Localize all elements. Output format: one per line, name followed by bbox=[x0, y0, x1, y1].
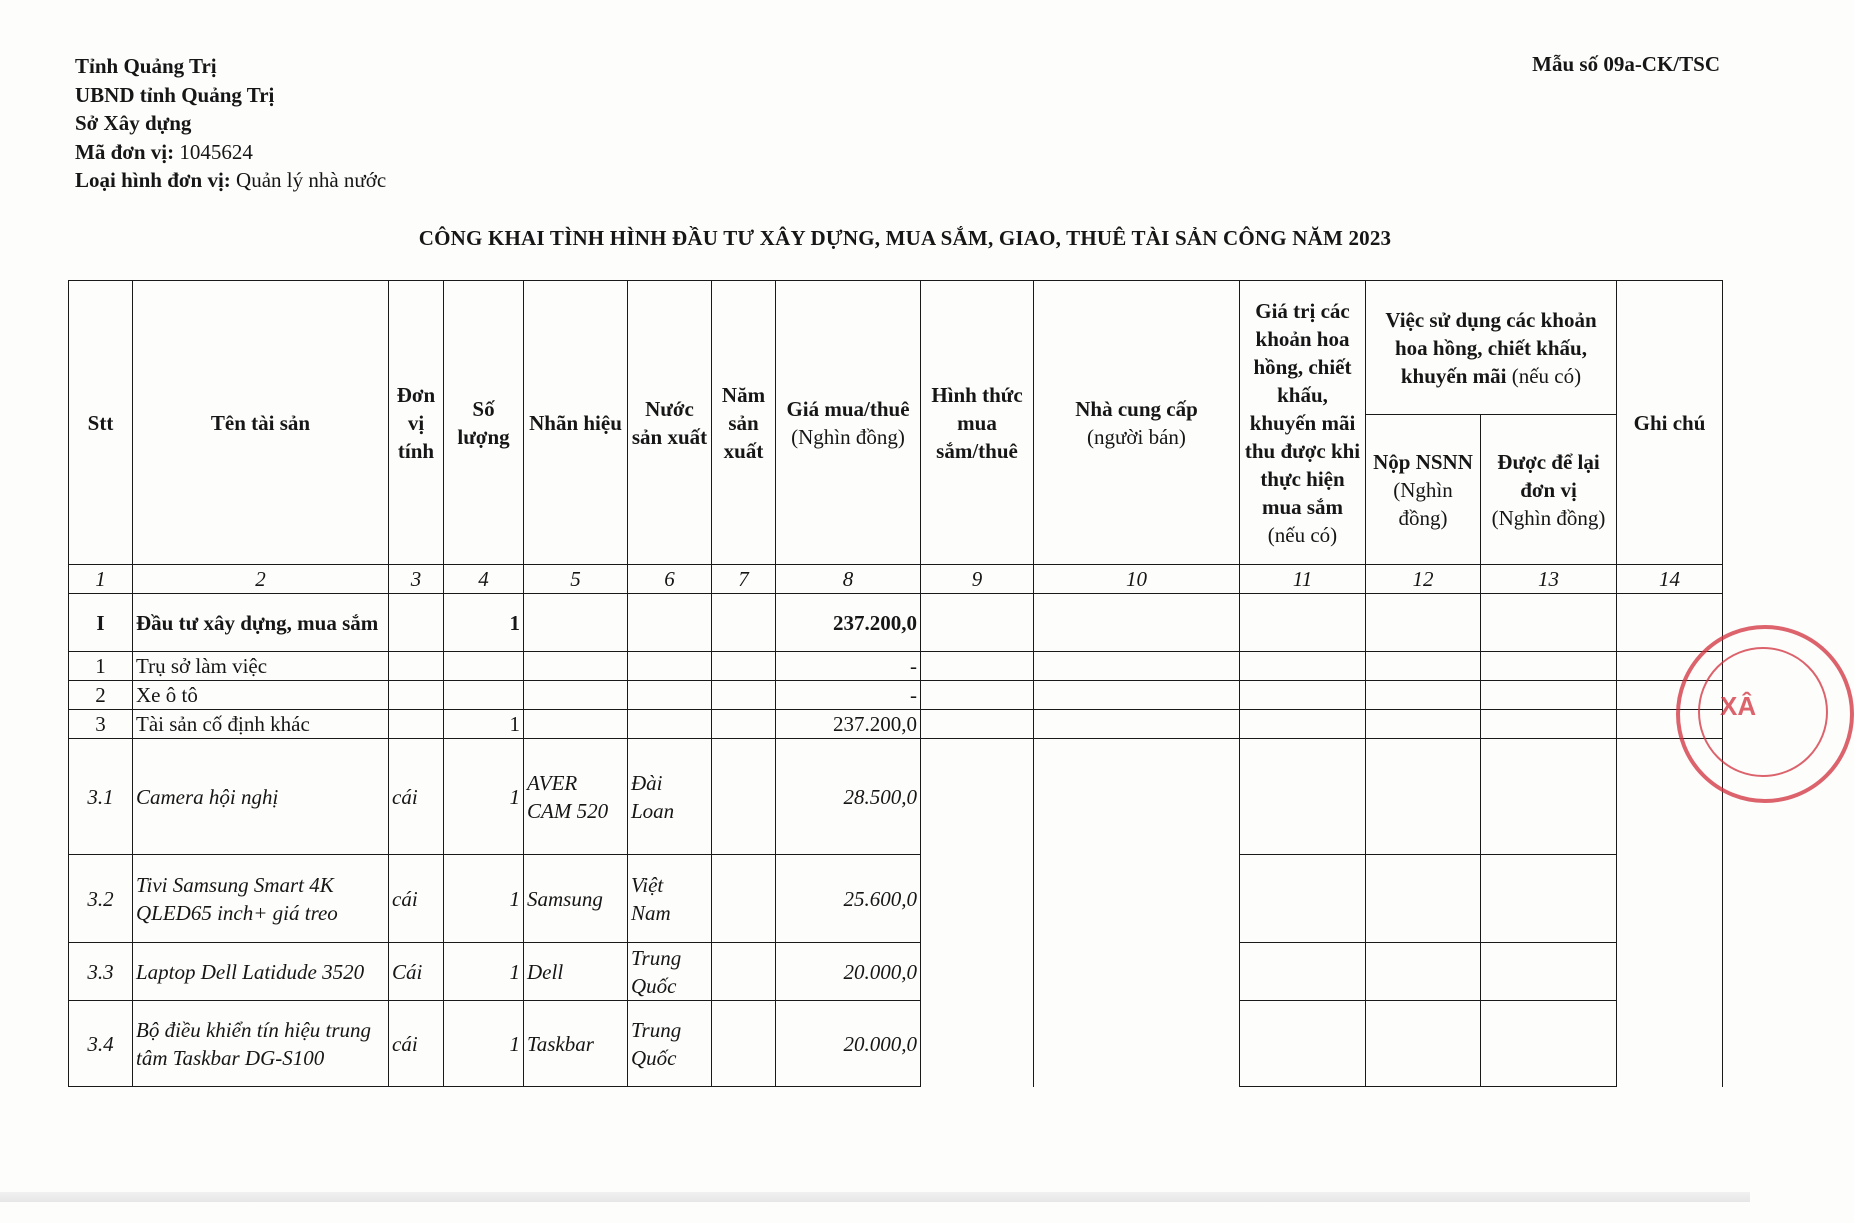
col-number: 4 bbox=[444, 565, 524, 594]
unit-code-value: 1045624 bbox=[174, 139, 253, 164]
col-header-year: Năm sản xuất bbox=[712, 281, 776, 565]
col-number: 5 bbox=[524, 565, 628, 594]
table-row bbox=[69, 855, 1723, 943]
province-name: Tỉnh Quảng Trị bbox=[75, 54, 217, 78]
col-header-name: Tên tài sản bbox=[133, 281, 389, 565]
row-year bbox=[712, 1001, 776, 1087]
col-header-brand: Nhãn hiệu bbox=[524, 281, 628, 565]
row-stt: 3.2 bbox=[69, 855, 133, 943]
col-header-usage bbox=[1366, 281, 1617, 415]
col-number: 14 bbox=[1617, 565, 1723, 594]
row-name: Trụ sở làm việc bbox=[133, 652, 389, 681]
table-row bbox=[69, 943, 1723, 1001]
column-number-row bbox=[69, 565, 1723, 594]
row-qty: 1 bbox=[444, 943, 524, 1001]
unit-code-line bbox=[75, 138, 386, 167]
commission-label: Giá trị các khoản hoa hồng, chiết khấu, khuyến mãi thu được khi thực hiện mua sắm bbox=[1244, 298, 1361, 519]
row-brand: Samsung bbox=[524, 855, 628, 943]
usage-label: Việc sử dụng các khoản hoa hồng, chiết khấu, khuyến mãi bbox=[1385, 307, 1597, 388]
row-country bbox=[628, 594, 712, 652]
price-unit: (Nghìn đồng) bbox=[791, 424, 905, 449]
department-name: Sở Xây dựng bbox=[75, 111, 192, 135]
row-year bbox=[712, 855, 776, 943]
row-year bbox=[712, 943, 776, 1001]
col-header-retained bbox=[1481, 415, 1617, 565]
row-brand bbox=[524, 594, 628, 652]
row-brand bbox=[524, 681, 628, 710]
row-unit: cái bbox=[389, 739, 444, 855]
col-number: 10 bbox=[1034, 565, 1240, 594]
row-qty bbox=[444, 652, 524, 681]
retained-label: Được để lại đơn vị bbox=[1497, 449, 1600, 502]
row-year bbox=[712, 594, 776, 652]
row-name: Tivi Samsung Smart 4K QLED65 inch+ giá treo bbox=[133, 855, 389, 943]
col-number: 12 bbox=[1366, 565, 1481, 594]
row-brand: AVER CAM 520 bbox=[524, 739, 628, 855]
col-number: 9 bbox=[921, 565, 1034, 594]
row-country: Đài Loan bbox=[628, 739, 712, 855]
table-row bbox=[69, 681, 1723, 710]
row-stt: 2 bbox=[69, 681, 133, 710]
row-name: Camera hội nghị bbox=[133, 739, 389, 855]
row-country bbox=[628, 652, 712, 681]
row-price: - bbox=[776, 681, 921, 710]
row-name: Laptop Dell Latidude 3520 bbox=[133, 943, 389, 1001]
unit-type-value: Quản lý nhà nước bbox=[230, 168, 387, 192]
col-header-method: Hình thức mua sắm/thuê bbox=[921, 281, 1034, 565]
price-label: Giá mua/thuê bbox=[786, 396, 910, 421]
row-stt: 3.4 bbox=[69, 1001, 133, 1087]
row-brand bbox=[524, 652, 628, 681]
row-year bbox=[712, 710, 776, 739]
row-stt: 3.1 bbox=[69, 739, 133, 855]
row-price: 20.000,0 bbox=[776, 1001, 921, 1087]
nsnn-label: Nộp NSNN bbox=[1373, 449, 1473, 474]
retained-unit: (Nghìn đồng) bbox=[1491, 505, 1606, 530]
col-number: 7 bbox=[712, 565, 776, 594]
row-qty: 1 bbox=[444, 739, 524, 855]
row-price: - bbox=[776, 652, 921, 681]
row-stt: 3.3 bbox=[69, 943, 133, 1001]
seal-text: XÂ bbox=[1720, 691, 1757, 721]
row-country: Trung Quốc bbox=[628, 1001, 712, 1087]
row-year bbox=[712, 681, 776, 710]
row-year bbox=[712, 652, 776, 681]
nsnn-unit: (Nghìn đồng) bbox=[1393, 477, 1453, 530]
row-qty: 1 bbox=[444, 710, 524, 739]
unit-code-label: Mã đơn vị: bbox=[75, 139, 175, 164]
row-stt: 1 bbox=[69, 652, 133, 681]
row-unit bbox=[389, 710, 444, 739]
row-name: Xe ô tô bbox=[133, 681, 389, 710]
col-number: 6 bbox=[628, 565, 712, 594]
col-header-price bbox=[776, 281, 921, 565]
col-number: 3 bbox=[389, 565, 444, 594]
row-brand: Taskbar bbox=[524, 1001, 628, 1087]
usage-note: (nếu có) bbox=[1511, 363, 1582, 388]
row-country: Việt Nam bbox=[628, 855, 712, 943]
col-header-nsnn bbox=[1366, 415, 1481, 565]
col-header-note: Ghi chú bbox=[1617, 281, 1723, 565]
row-qty: 1 bbox=[444, 594, 524, 652]
supplier-label: Nhà cung cấp bbox=[1075, 396, 1198, 421]
supplier-note: (người bán) bbox=[1087, 424, 1186, 449]
col-header-qty: Số lượng bbox=[444, 281, 524, 565]
committee-name: UBND tỉnh Quảng Trị bbox=[75, 82, 275, 107]
row-unit bbox=[389, 652, 444, 681]
row-price: 237.200,0 bbox=[776, 710, 921, 739]
asset-table bbox=[68, 280, 1723, 1087]
row-name: Đầu tư xây dựng, mua sắm bbox=[133, 594, 389, 652]
row-name: Tài sản cố định khác bbox=[133, 710, 389, 739]
col-header-stt: Stt bbox=[69, 281, 133, 565]
row-unit bbox=[389, 594, 444, 652]
col-number: 8 bbox=[776, 565, 921, 594]
row-unit bbox=[389, 681, 444, 710]
row-price: 25.600,0 bbox=[776, 855, 921, 943]
row-country bbox=[628, 681, 712, 710]
col-header-supplier bbox=[1034, 281, 1240, 565]
row-stt: I bbox=[69, 594, 133, 652]
official-seal bbox=[1676, 625, 1854, 803]
col-header-unit: Đơn vị tính bbox=[389, 281, 444, 565]
col-number: 2 bbox=[133, 565, 389, 594]
row-price: 28.500,0 bbox=[776, 739, 921, 855]
table-row bbox=[69, 1001, 1723, 1087]
row-brand: Dell bbox=[524, 943, 628, 1001]
seal-inner-ring bbox=[1698, 647, 1828, 777]
commission-note: (nếu có) bbox=[1267, 522, 1338, 547]
col-number: 1 bbox=[69, 565, 133, 594]
col-number: 13 bbox=[1481, 565, 1617, 594]
row-year bbox=[712, 739, 776, 855]
row-qty: 1 bbox=[444, 855, 524, 943]
scan-edge bbox=[0, 1192, 1750, 1202]
table-row bbox=[69, 594, 1723, 652]
table-row bbox=[69, 710, 1723, 739]
row-name: Bộ điều khiển tín hiệu trung tâm Taskbar DG-S100 bbox=[133, 1001, 389, 1087]
table-row bbox=[69, 652, 1723, 681]
form-number: Mẫu số 09a-CK/TSC bbox=[1532, 52, 1720, 76]
row-stt: 3 bbox=[69, 710, 133, 739]
row-price: 20.000,0 bbox=[776, 943, 921, 1001]
unit-type-label: Loại hình đơn vị: bbox=[75, 168, 231, 192]
row-country: Trung Quốc bbox=[628, 943, 712, 1001]
row-qty bbox=[444, 681, 524, 710]
row-price: 237.200,0 bbox=[776, 594, 921, 652]
row-unit: Cái bbox=[389, 943, 444, 1001]
unit-type-line bbox=[75, 166, 386, 195]
row-qty: 1 bbox=[444, 1001, 524, 1087]
row-unit: cái bbox=[389, 1001, 444, 1087]
col-header-commission bbox=[1240, 281, 1366, 565]
table-row bbox=[69, 739, 1723, 855]
col-number: 11 bbox=[1240, 565, 1366, 594]
row-country bbox=[628, 710, 712, 739]
row-brand bbox=[524, 710, 628, 739]
unit-info-block bbox=[75, 52, 386, 195]
col-header-country: Nước sản xuất bbox=[628, 281, 712, 565]
row-unit: cái bbox=[389, 855, 444, 943]
document-title: CÔNG KHAI TÌNH HÌNH ĐẦU TƯ XÂY DỰNG, MUA SẮM, GIAO, THUÊ TÀI SẢN CÔNG NĂM 2023 bbox=[418, 226, 1392, 250]
